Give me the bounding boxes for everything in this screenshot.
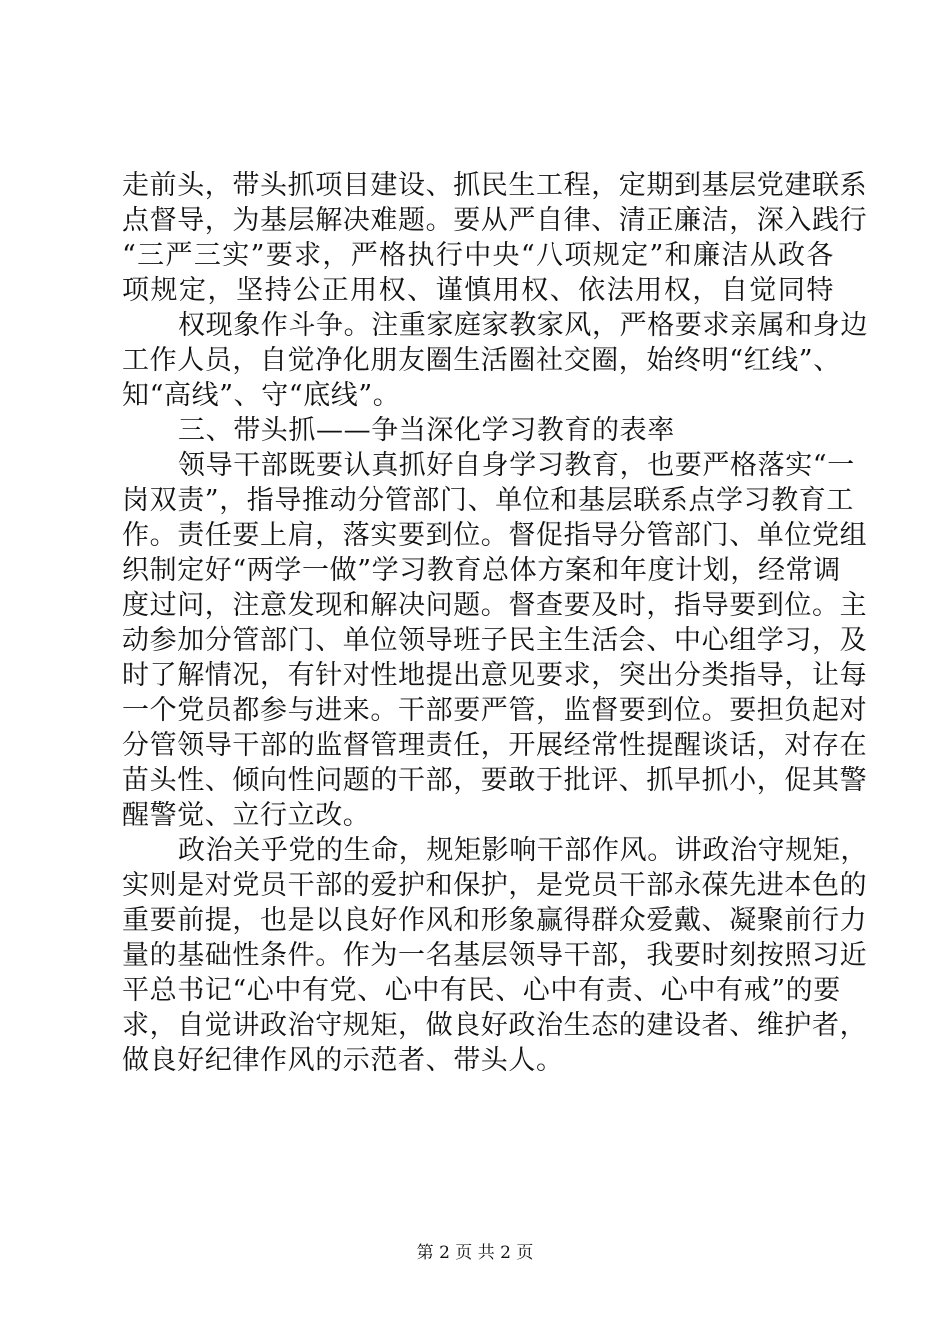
text-line: 苗头性、倾向性问题的干部，要敢于批评、抓早抓小，促其警 bbox=[122, 765, 868, 796]
text-line: 知“高线”、守“底线”。 bbox=[122, 380, 401, 411]
text-line: 时了解情况，有针对性地提出意见要求，突出分类指导，让每 bbox=[122, 660, 868, 691]
text-line: 点督导，为基层解决难题。要从严自律、清正廉洁，深入践行 bbox=[122, 205, 868, 236]
text-line: 重要前提，也是以良好作风和形象赢得群众爱戴、凝聚前行力 bbox=[122, 905, 868, 936]
text-line: 岗双责”，指导推动分管部门、单位和基层联系点学习教育工 bbox=[122, 485, 855, 516]
text-line: 量的基础性条件。作为一名基层领导干部，我要时刻按照习近 bbox=[122, 940, 868, 971]
page-number: 第 2 页 共 2 页 bbox=[416, 1243, 534, 1263]
text-line: 作。责任要上肩，落实要到位。督促指导分管部门、单位党组 bbox=[122, 520, 868, 551]
text-line: 做良好纪律作风的示范者、带头人。 bbox=[122, 1045, 564, 1076]
text-line: 织制定好“两学一做”学习教育总体方案和年度计划，经常调 bbox=[122, 555, 841, 586]
text-line: 领导干部既要认真抓好自身学习教育，也要严格落实“一 bbox=[178, 450, 855, 481]
text-line: 走前头，带头抓项目建设、抓民生工程，定期到基层党建联系 bbox=[122, 170, 868, 201]
text-line: 一个党员都参与进来。干部要严管，监督要到位。要担负起对 bbox=[122, 695, 868, 726]
section-heading: 三、带头抓——争当深化学习教育的表率 bbox=[178, 415, 675, 446]
text-line: 政治关乎党的生命，规矩影响干部作风。讲政治守规矩， bbox=[178, 835, 868, 866]
text-line: 平总书记“心中有党、心中有民、心中有责、心中有戒”的要 bbox=[122, 975, 841, 1006]
text-line: 动参加分管部门、单位领导班子民主生活会、中心组学习，及 bbox=[122, 625, 868, 656]
text-line: 实则是对党员干部的爱护和保护，是党员干部永葆先进本色的 bbox=[122, 870, 868, 901]
text-line: 求，自觉讲政治守规矩，做良好政治生态的建设者、维护者， bbox=[122, 1010, 868, 1041]
text-line: 醒警觉、立行立改。 bbox=[122, 800, 371, 831]
text-line: 权现象作斗争。注重家庭家教家风，严格要求亲属和身边 bbox=[178, 310, 868, 341]
text-line: 度过问，注意发现和解决问题。督查要及时，指导要到位。主 bbox=[122, 590, 868, 621]
page-footer bbox=[0, 1242, 950, 1264]
document-body bbox=[122, 168, 868, 1078]
text-line: “三严三实”要求，严格执行中央“八项规定”和廉洁从政各 bbox=[122, 240, 834, 271]
text-line: 分管领导干部的监督管理责任，开展经常性提醒谈话，对存在 bbox=[122, 730, 868, 761]
text-line: 工作人员，自觉净化朋友圈生活圈社交圈，始终明“红线”、 bbox=[122, 345, 841, 376]
text-line: 项规定，坚持公正用权、谨慎用权、依法用权，自觉同特 bbox=[122, 275, 834, 306]
